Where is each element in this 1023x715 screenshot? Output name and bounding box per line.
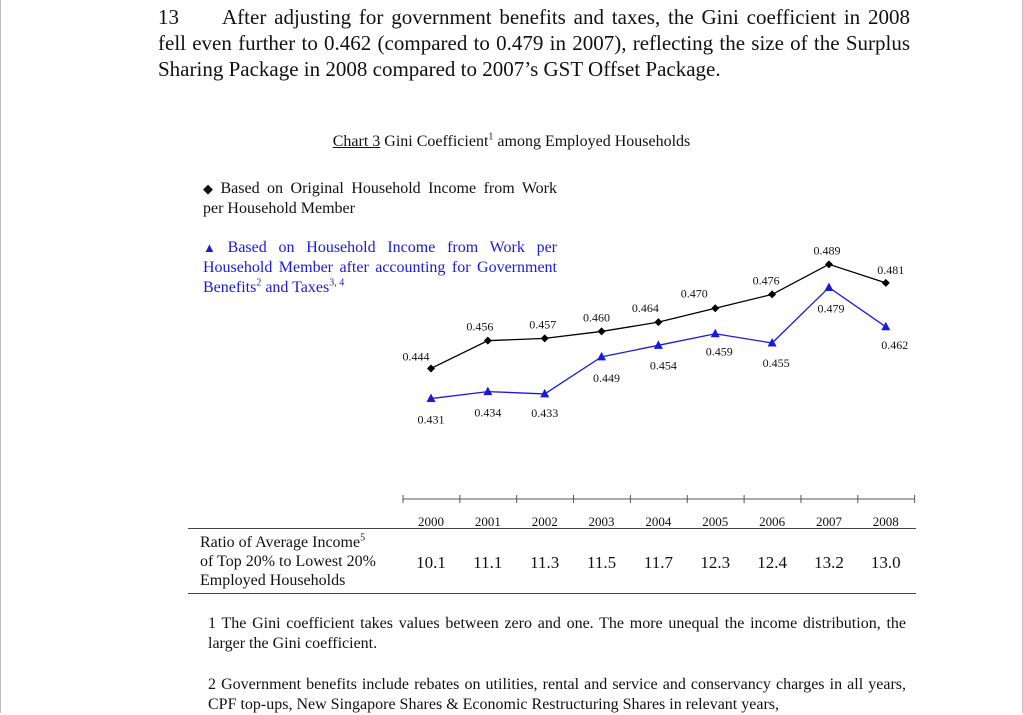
diamond-point: [768, 290, 776, 298]
ratio-value-2006: 12.4: [757, 553, 787, 572]
ratio-table: [188, 528, 916, 594]
triangle-point: [483, 387, 492, 396]
triangle-point: [824, 282, 833, 291]
ratio-value-2007: 13.2: [814, 553, 844, 572]
diamond-point: [654, 318, 662, 326]
data-label: 0.489: [813, 243, 841, 258]
ratio-label-line3: Employed Households: [200, 572, 346, 589]
data-label: 0.462: [881, 337, 909, 352]
x-tick-label-2000: 2000: [418, 514, 444, 529]
diamond-point: [541, 334, 549, 342]
chart-title-sup: 1: [488, 131, 494, 143]
ratio-label-line1: Ratio of Average Income: [200, 534, 361, 551]
x-tick-label-2006: 2006: [759, 514, 786, 529]
chart-title-prefix: Chart 3: [332, 133, 381, 150]
x-tick-label-2005: 2005: [702, 514, 729, 529]
legend-after-sup-a: 2: [256, 277, 262, 289]
data-label: 0.434: [474, 405, 502, 420]
x-tick-label-2008: 2008: [872, 514, 899, 529]
diamond-point: [825, 260, 833, 268]
paragraph-text: After adjusting for government benefits and taxes, the Gini coefficient in 2008 fell even further to 0.462 (compared to 0.479 in 2007), reflecting the size of the Surplus Sharing Package in 2008 compared to 2007’s GST Offset Package.: [158, 5, 910, 81]
diamond-point: [484, 337, 492, 345]
ratio-value-2003: 11.5: [586, 553, 617, 572]
ratio-value-2005: 12.3: [700, 553, 731, 572]
x-tick-label-2003: 2003: [588, 514, 615, 529]
legend-after-sup-b: 3, 4: [329, 277, 345, 289]
ratio-value-2001: 11.1: [473, 553, 503, 572]
diamond-point: [882, 279, 890, 287]
footnote-1: 1 The Gini coefficient takes values between zero and one. The more unequal the income distribution, the larger the Gini coefficient.: [208, 615, 906, 652]
ratio-value-2008: 13.0: [870, 553, 901, 572]
x-tick-label-2007: 2007: [815, 514, 842, 529]
data-label: 0.481: [877, 262, 905, 277]
diamond-point: [711, 304, 719, 312]
diamond-point: [598, 327, 606, 335]
chart-title-text-b: among Employed Households: [493, 133, 691, 150]
triangle-point: [881, 322, 890, 331]
ratio-value-2004: 11.7: [643, 553, 673, 572]
ratio-value-2000: 10.1: [416, 553, 446, 572]
diamond-marker-icon: ◆: [203, 181, 217, 196]
series-line-1: [431, 264, 886, 368]
diamond-point: [427, 364, 435, 372]
x-tick-label-2004: 2004: [645, 514, 672, 529]
data-label: 0.431: [417, 412, 445, 427]
data-label: 0.479: [817, 301, 845, 316]
data-label: 0.459: [705, 344, 733, 359]
data-label: 0.460: [583, 310, 611, 325]
ratio-value-2002: 11.3: [530, 553, 560, 572]
ratio-label-sup: 5: [360, 532, 366, 544]
data-label: 0.455: [762, 356, 790, 370]
data-label: 0.454: [649, 358, 677, 373]
data-label: 0.433: [531, 405, 559, 420]
data-label: 0.449: [593, 370, 621, 385]
x-tick-label-2001: 2001: [474, 514, 501, 529]
legend-original-text: Based on Original Household Income from Work per Household Member: [203, 180, 558, 217]
triangle-marker-icon: ▲: [203, 240, 224, 255]
triangle-point: [711, 329, 720, 338]
data-label: 0.457: [529, 317, 557, 332]
data-label: 0.444: [402, 349, 430, 364]
data-label: 0.476: [752, 273, 780, 288]
footnote-2: 2 Government benefits include rebates on utilities, rental and service and conservancy charges in all years, CPF top-ups, New Singapore Shares & Economic Restructuring Shares in relevant years,: [208, 676, 906, 713]
data-label: 0.470: [680, 286, 708, 301]
legend-after-text-b: and Taxes: [261, 279, 330, 296]
data-label: 0.456: [466, 319, 494, 334]
chart-title-text-a: Gini Coefficient: [380, 133, 489, 150]
paragraph-number: 13: [158, 5, 179, 29]
ratio-label-line2: of Top 20% to Lowest 20%: [200, 553, 376, 570]
ratio-row-label: [200, 533, 376, 590]
data-label: 0.464: [631, 301, 659, 316]
x-tick-label-2002: 2002: [531, 514, 558, 529]
legend-after-text: Based on Household Income from Work per Household Member after accounting for Government Benefits: [203, 239, 558, 296]
